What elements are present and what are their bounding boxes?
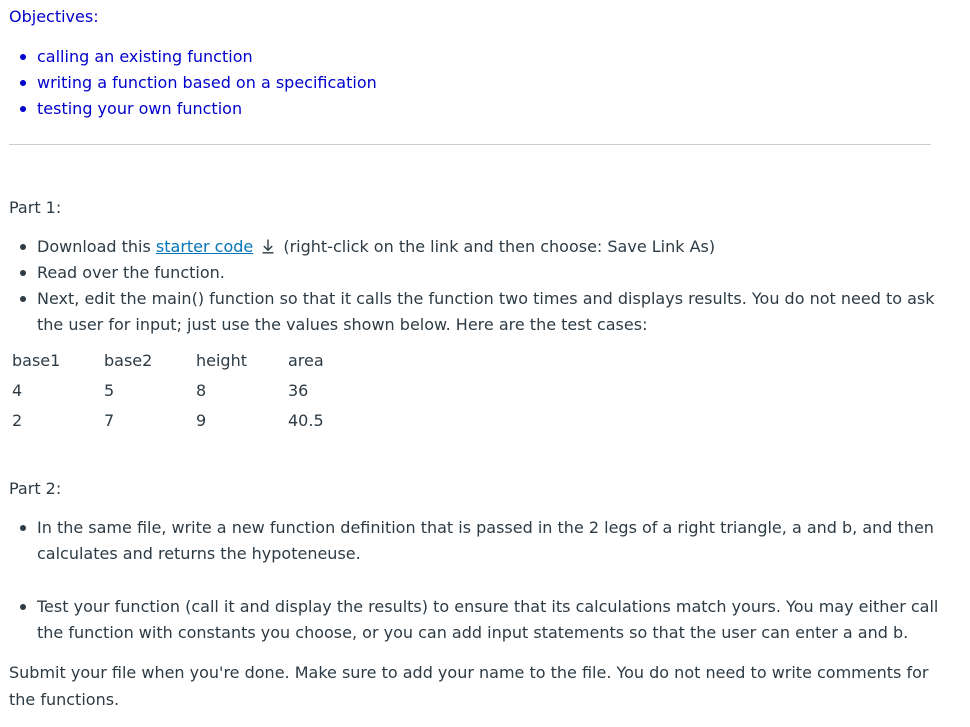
- test-cases-table: [9, 346, 368, 436]
- starter-code-link[interactable]: starter code: [155, 237, 254, 256]
- table-header-cell: height: [196, 351, 247, 370]
- table-cell: 8: [196, 381, 207, 400]
- objective-item: calling an existing function: [9, 44, 934, 70]
- table-cell: 9: [196, 411, 207, 430]
- table-cell: 36: [288, 381, 309, 400]
- table-cell: 40.5: [288, 411, 324, 430]
- objective-item: writing a function based on a specification: [9, 70, 934, 96]
- part2-list-2: [9, 594, 939, 646]
- table-row: [9, 406, 368, 436]
- table-header-row: [9, 346, 368, 376]
- table-header-cell: base1: [12, 351, 61, 370]
- part2-heading: Part 2:: [9, 479, 62, 498]
- download-prefix: Download this: [37, 237, 156, 256]
- next-item: Next, edit the main() function so that it calls the function two times and displays results. You do not need to ask the user for input; just use the values shown below. Here are the test cases:: [9, 286, 939, 338]
- table-cell: 4: [12, 381, 23, 400]
- objectives-list: [9, 44, 934, 122]
- part2-list-1: [9, 515, 939, 567]
- part1-heading: Part 1:: [9, 198, 62, 217]
- submit-instructions: Submit your file when you're done. Make sure to add your name to the file. You do not need to write comments for the functions.: [9, 663, 929, 709]
- objectives-title: Objectives:: [9, 7, 99, 26]
- section-divider: [9, 144, 931, 145]
- read-item: Read over the function.: [9, 260, 939, 286]
- table-cell: 2: [12, 411, 23, 430]
- download-item: [9, 234, 939, 260]
- objectives-section: [9, 7, 934, 122]
- table-row: [9, 376, 368, 406]
- table-header-cell: area: [288, 351, 324, 370]
- objective-item: testing your own function: [9, 96, 934, 122]
- download-icon[interactable]: [260, 238, 276, 254]
- part2-item: Test your function (call it and display the results) to ensure that its calculations match yours. You may either call the function with constants you choose, or you can add input statements so that the user can enter a and b.: [9, 594, 939, 646]
- part2-item: In the same file, write a new function definition that is passed in the 2 legs of a right triangle, a and b, and then calculates and returns the hypoteneuse.: [9, 515, 939, 567]
- table-cell: 5: [104, 381, 115, 400]
- download-suffix: (right-click on the link and then choose: Save Link As): [278, 237, 716, 256]
- table-cell: 7: [104, 411, 115, 430]
- part1-list: [9, 234, 939, 338]
- table-header-cell: base2: [104, 351, 153, 370]
